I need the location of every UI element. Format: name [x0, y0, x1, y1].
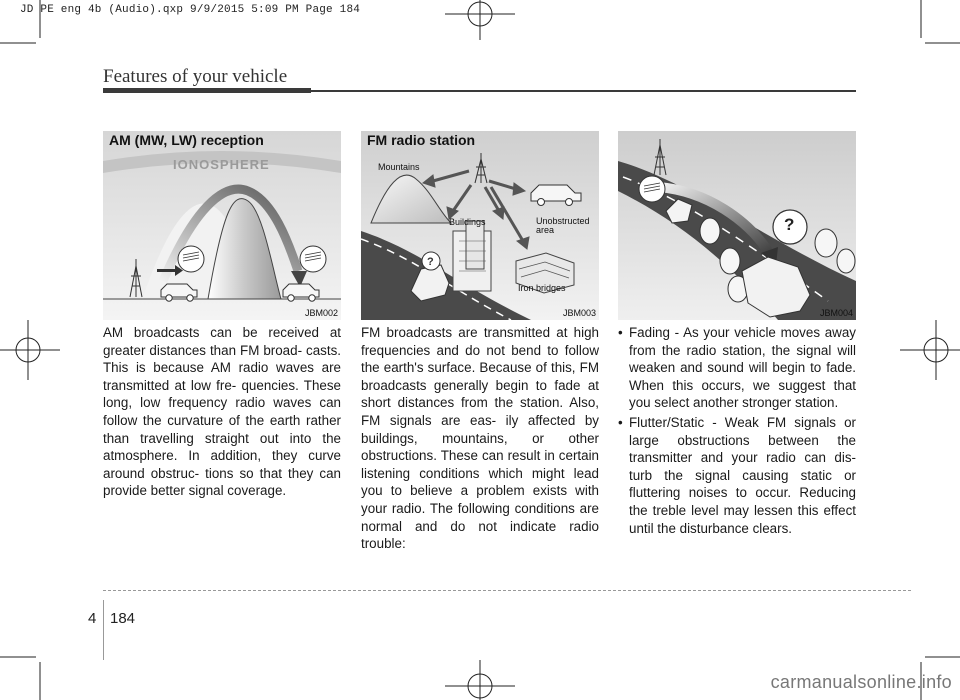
footer-rule [103, 590, 911, 591]
fm-fading-illustration [618, 131, 856, 320]
svg-text:?: ? [427, 256, 434, 268]
am-description-column [103, 324, 341, 500]
footer-divider [103, 600, 104, 660]
am-description: AM broadcasts can be received at greater distances than FM broad- casts. This is because AM radio waves are transmitted at low fre- quencies. These long, low frequency radio waves can follow the curvature of the earth rather than travelling straight out into the atmosphere. In addition, they curve around obstruc- tions so that they can provide better signal coverage. [103, 325, 341, 499]
am-reception-figure [103, 131, 341, 320]
iron-bridges-label: Iron bridges [518, 283, 566, 293]
fading-bullet: • Fading - As your vehicle moves away from the radio station, the signal will weaken and sound will begin to fade. When this occurs, we suggest that you select another stronger station. [618, 324, 856, 412]
figure-code: JBM004 [819, 308, 853, 318]
page-number: 184 [110, 610, 136, 627]
fm-description: FM broadcasts are transmitted at high frequencies and do not bend to follow the earth's surface. Because of this, FM broadcasts generally begin to fade at short distances from the station. Also, FM signals are eas- ily affected by buildings, mountains, or other obstructions. These can result in certain listening conditions which might lead you to believe a problem exists with your radio. The following conditions are normal and do not indicate radio trouble: [361, 325, 599, 552]
figure-title: FM radio station [367, 132, 476, 148]
slug-line: JD PE eng 4b (Audio).qxp 9/9/2015 5:09 PM Page 184 [20, 4, 361, 16]
flutter-static-bullet: • Flutter/Static - Weak FM signals or large obstructions between the transmitter and your radio can dis- turb the signal causing static or fluttering noises to occur. Reducing the treble level may lessen this effect until the disturbance clears. [618, 414, 856, 537]
mountains-label: Mountains [378, 162, 420, 172]
conditions-list [618, 324, 856, 537]
unobstructed-area-label: Unobstructed area [536, 216, 590, 235]
question-mark-label: ? [784, 215, 795, 234]
fm-station-figure [361, 131, 599, 320]
buildings-label: Buildings [449, 217, 486, 227]
figure-code: JBM002 [304, 308, 338, 318]
header-rule-thick [103, 88, 311, 93]
fm-description-column [361, 324, 599, 553]
figure-code: JBM003 [562, 308, 596, 318]
watermark: carmanualsonline.info [770, 672, 952, 692]
conditions-column [618, 324, 856, 539]
chapter-number: 4 [88, 610, 97, 627]
ionosphere-label: IONOSPHERE [173, 157, 270, 172]
section-title: Features of your vehicle [103, 66, 288, 87]
figure-title: AM (MW, LW) reception [109, 132, 264, 148]
fm-fading-figure [618, 131, 856, 320]
header-rule-thin [311, 90, 856, 92]
